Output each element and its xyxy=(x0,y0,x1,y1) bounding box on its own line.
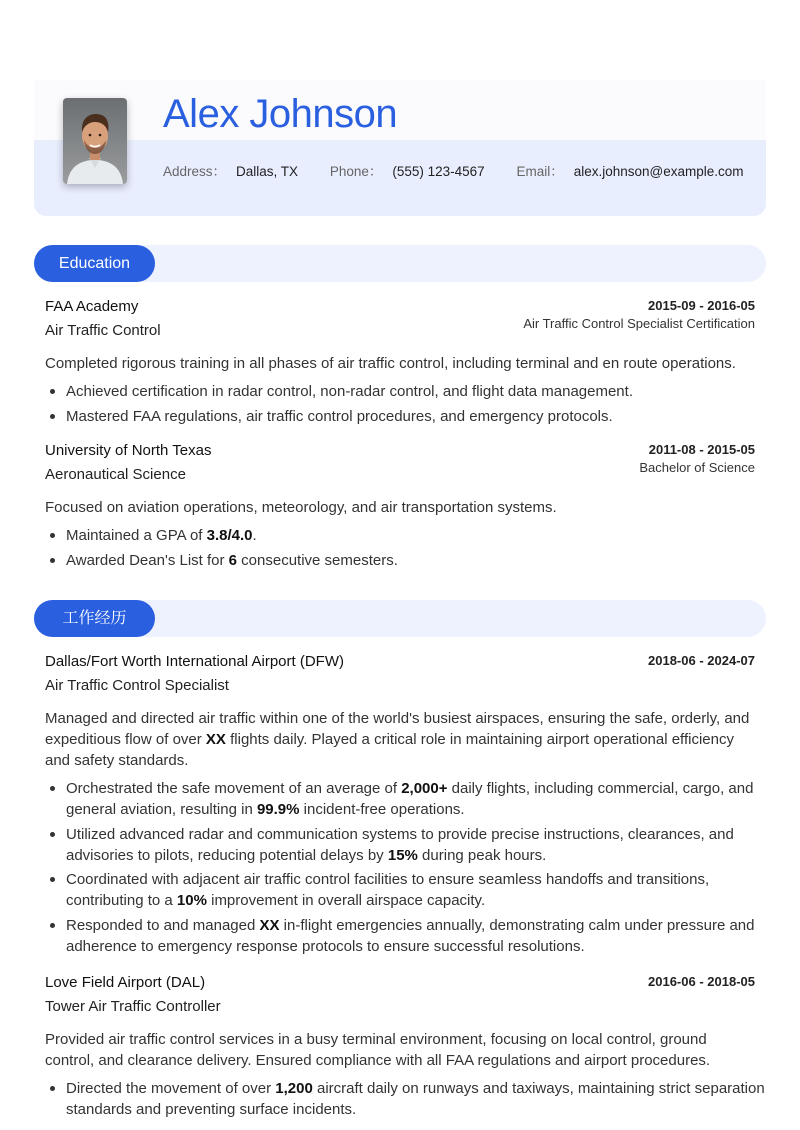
experience-date: 2016-06 - 2018-05 xyxy=(648,974,755,989)
school-name: University of North Texas xyxy=(45,442,212,459)
company-name: Love Field Airport (DAL) xyxy=(45,974,206,991)
experience-section-bar xyxy=(34,600,766,637)
education-bullets xyxy=(45,381,776,430)
bullet-item: Achieved certification in radar control, non-radar control, and flight data management. xyxy=(66,381,776,402)
contact-phone-value: (555) 123-4567 xyxy=(392,164,485,179)
bullet-item: Mastered FAA regulations, air traffic control procedures, and emergency protocols. xyxy=(66,406,776,427)
education-section-bar xyxy=(34,245,766,282)
contact-address-value: Dallas, TX xyxy=(236,164,299,179)
avatar xyxy=(63,98,127,184)
contact-email-value: alex.johnson@example.com xyxy=(573,164,744,179)
school-name: FAA Academy xyxy=(45,298,139,315)
education-bullets xyxy=(45,525,776,574)
contact-email xyxy=(516,164,743,179)
contact-email-label: Email： xyxy=(516,164,564,179)
experience-bullets xyxy=(45,778,776,960)
education-degree: Air Traffic Control Specialist Certification xyxy=(523,316,755,331)
education-heading: Education xyxy=(34,245,155,282)
bullet-item: Coordinated with adjacent air traffic control facilities to ensure seamless handoffs and transitions, contributing to a 10% improvement in overall airspace capacity. xyxy=(66,869,776,911)
job-title: Tower Air Traffic Controller xyxy=(45,998,221,1015)
contact-info xyxy=(163,163,772,181)
bullet-item: Awarded Dean's List for 6 consecutive semesters. xyxy=(66,550,776,571)
bullet-item: Utilized advanced radar and communication systems to provide precise instructions, clearances, and advisories to pilots, reducing potential delays by 15% during peak hours. xyxy=(66,824,776,866)
job-title: Air Traffic Control Specialist xyxy=(45,677,229,694)
education-description: Focused on aviation operations, meteorology, and air transportation systems. xyxy=(45,499,557,516)
experience-description: Managed and directed air traffic within one of the world's busiest airspaces, ensuring the safe, orderly, and expeditious flow of over XX flights daily. Played a critical role in maintaining airport operational efficiency and safety standards. xyxy=(45,710,750,769)
avatar-photo xyxy=(63,98,127,184)
bullet-item: Orchestrated the safe movement of an average of 2,000+ daily flights, including commercial, cargo, and general aviation, resulting in 99.9% incident-free operations. xyxy=(66,778,776,820)
contact-phone xyxy=(330,164,485,179)
experience-description: Provided air traffic control services in a busy terminal environment, focusing on local control, ground control, and clearance delivery. Ensured compliance with all FAA regulations and airport procedures. xyxy=(45,1031,711,1069)
education-description: Completed rigorous training in all phases of air traffic control, including terminal and en route operations. xyxy=(45,355,736,372)
education-degree: Bachelor of Science xyxy=(639,460,755,475)
bullet-item: Directed the movement of over 1,200 aircraft daily on runways and taxiways, maintaining strict separation standards and preventing surface incidents. xyxy=(66,1078,776,1120)
candidate-name: Alex Johnson xyxy=(163,92,398,136)
bullet-item: Maintained a GPA of 3.8/4.0. xyxy=(66,525,776,546)
header-top-band xyxy=(34,80,766,140)
school-major: Aeronautical Science xyxy=(45,466,186,483)
company-name: Dallas/Fort Worth International Airport (DFW) xyxy=(45,653,344,670)
contact-address-label: Address： xyxy=(163,164,227,179)
experience-heading: 工作经历 xyxy=(34,600,155,637)
experience-date: 2018-06 - 2024-07 xyxy=(648,653,755,668)
contact-address xyxy=(163,164,298,179)
experience-bullets xyxy=(45,1078,776,1124)
education-date: 2011-08 - 2015-05 xyxy=(648,442,755,457)
school-major: Air Traffic Control xyxy=(45,322,161,339)
bullet-item: Responded to and managed XX in-flight emergencies annually, demonstrating calm under pressure and adherence to emergency response protocols to ensure successful resolutions. xyxy=(66,915,776,957)
contact-phone-label: Phone： xyxy=(329,164,383,179)
education-date: 2015-09 - 2016-05 xyxy=(648,298,755,313)
